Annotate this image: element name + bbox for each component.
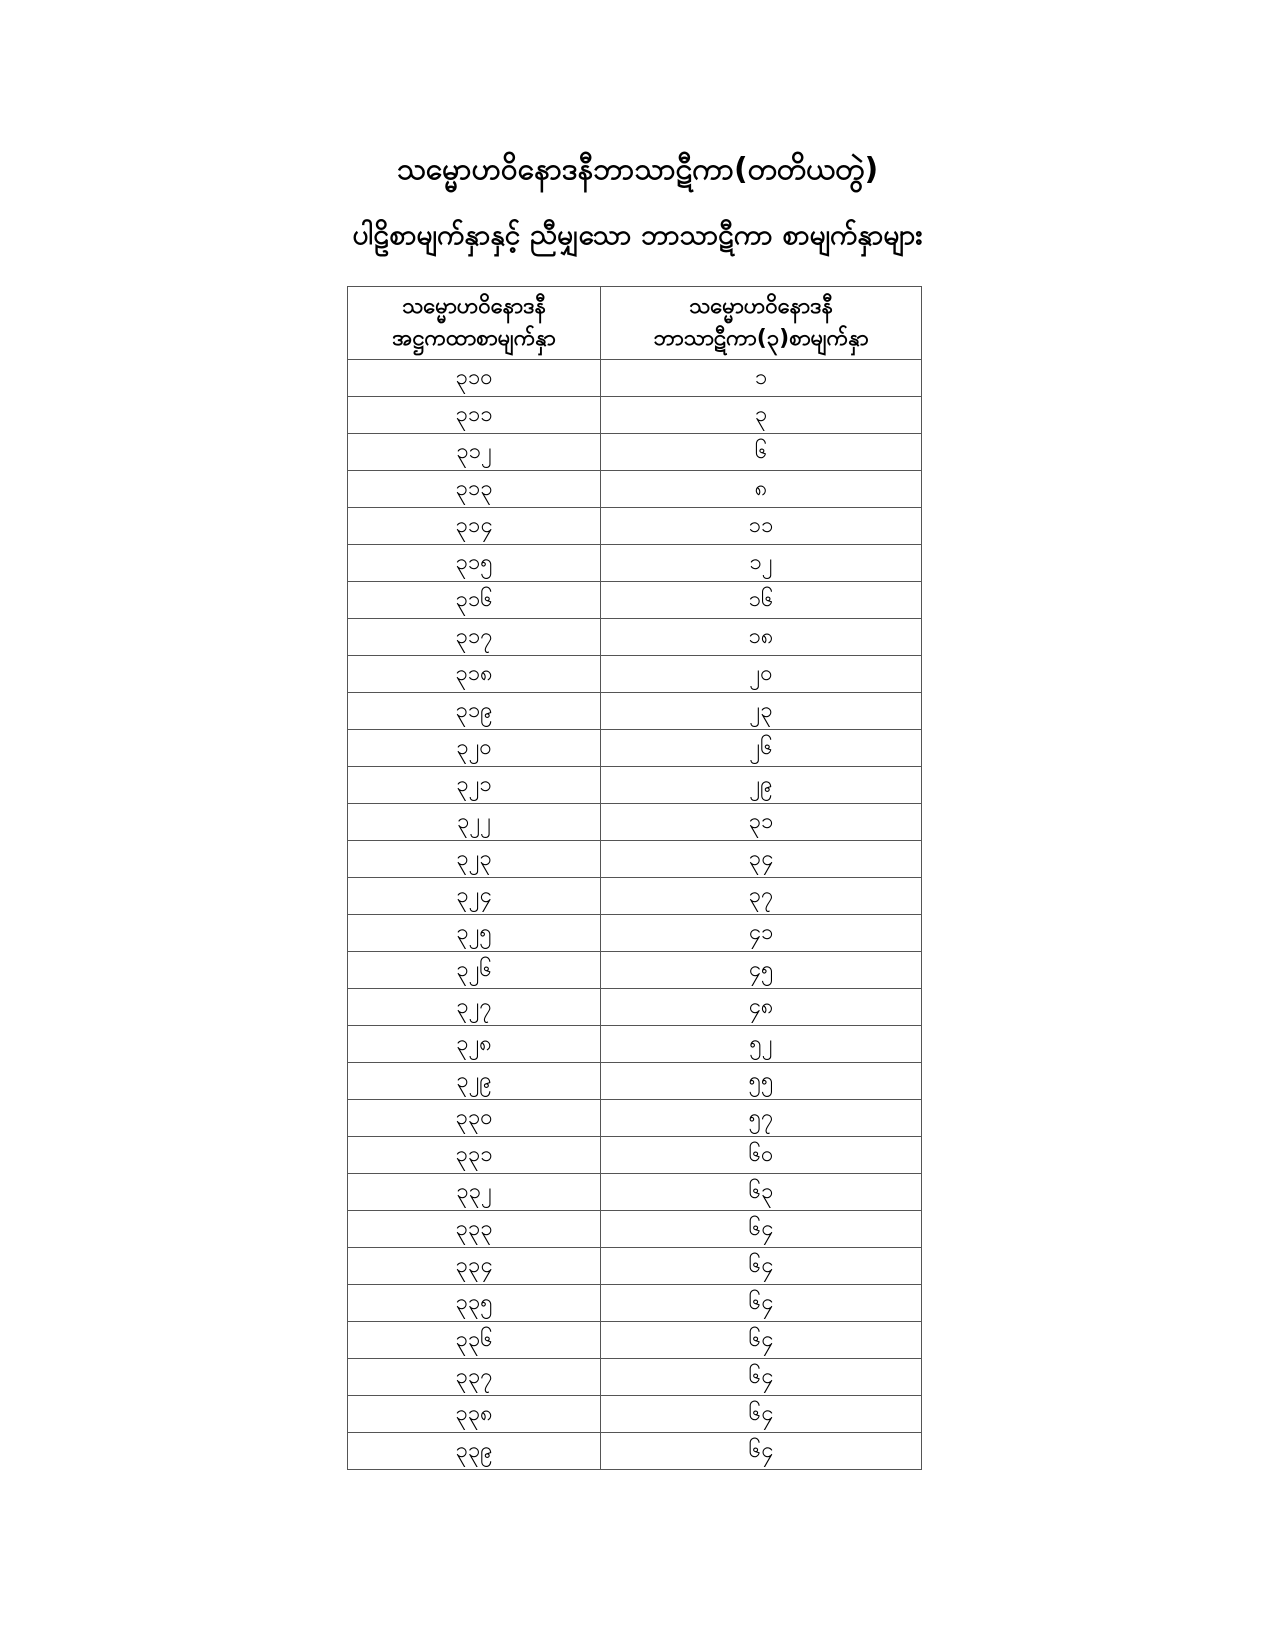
atthakatha-page-cell: ၃၂၄ (348, 878, 601, 915)
tika-page-cell: ၃၄ (601, 841, 922, 878)
atthakatha-page-cell: ၃၂၅ (348, 915, 601, 952)
atthakatha-page-cell: ၃၃၅ (348, 1285, 601, 1322)
tika-page-cell: ၁၂ (601, 545, 922, 582)
atthakatha-page-cell: ၃၂၇ (348, 989, 601, 1026)
column-header-line: ဘာသာဋီကာ(၃)စာမျက်နှာ (653, 326, 869, 351)
tika-page-cell: ၂၉ (601, 767, 922, 804)
tika-page-cell: ၆၃ (601, 1174, 922, 1211)
tika-page-cell: ၆၄ (601, 1248, 922, 1285)
tika-page-cell: ၆၄ (601, 1433, 922, 1470)
tika-page-cell: ၆ (601, 434, 922, 471)
column-header-atthakatha-page (348, 287, 601, 360)
atthakatha-page-cell: ၃၁၇ (348, 619, 601, 656)
atthakatha-page-cell: ၃၂၃ (348, 841, 601, 878)
table-row (348, 471, 922, 508)
atthakatha-page-cell: ၃၃၀ (348, 1100, 601, 1137)
tika-page-cell: ၄၅ (601, 952, 922, 989)
tika-page-cell: ၆၄ (601, 1396, 922, 1433)
table-row (348, 1174, 922, 1211)
table-row (348, 1359, 922, 1396)
atthakatha-page-cell: ၃၂၂ (348, 804, 601, 841)
atthakatha-page-cell: ၃၂၈ (348, 1026, 601, 1063)
tika-page-cell: ၆၀ (601, 1137, 922, 1174)
table-row (348, 397, 922, 434)
atthakatha-page-cell: ၃၃၉ (348, 1433, 601, 1470)
column-header-line: သမ္မောဟဝိနောဒနီ (402, 294, 546, 319)
tika-page-cell: ၆၄ (601, 1285, 922, 1322)
table-row (348, 841, 922, 878)
tika-page-cell: ၁၆ (601, 582, 922, 619)
column-header-line: အဋ္ဌကထာစာမျက်နှာ (392, 326, 556, 351)
table-row (348, 360, 922, 397)
atthakatha-page-cell: ၃၃၄ (348, 1248, 601, 1285)
tika-page-cell: ၆၄ (601, 1322, 922, 1359)
atthakatha-page-cell: ၃၂၆ (348, 952, 601, 989)
table-row (348, 1433, 922, 1470)
tika-page-cell: ၅၅ (601, 1063, 922, 1100)
table-row (348, 878, 922, 915)
table-row (348, 1396, 922, 1433)
atthakatha-page-cell: ၃၃၆ (348, 1322, 601, 1359)
atthakatha-page-cell: ၃၁၅ (348, 545, 601, 582)
tika-page-cell: ၅၂ (601, 1026, 922, 1063)
document-subtitle: ပါဠိစာမျက်နှာနှင့် ညီမျှသော ဘာသာဋီကာ စာမျက်နှာများ (352, 218, 923, 251)
tika-page-cell: ၂၆ (601, 730, 922, 767)
table-body (348, 360, 922, 1470)
atthakatha-page-cell: ၃၁၂ (348, 434, 601, 471)
tika-page-cell: ၁၁ (601, 508, 922, 545)
table-header-row (348, 287, 922, 360)
table-row (348, 1285, 922, 1322)
table-row (348, 434, 922, 471)
atthakatha-page-cell: ၃၁၁ (348, 397, 601, 434)
atthakatha-page-cell: ၃၁၉ (348, 693, 601, 730)
tika-page-cell: ၃၁ (601, 804, 922, 841)
page-mapping-table (347, 286, 922, 1470)
atthakatha-page-cell: ၃၃၈ (348, 1396, 601, 1433)
tika-page-cell: ၁ (601, 360, 922, 397)
atthakatha-page-cell: ၃၃၂ (348, 1174, 601, 1211)
table-row (348, 1100, 922, 1137)
atthakatha-page-cell: ၃၁၈ (348, 656, 601, 693)
tika-page-cell: ၅၇ (601, 1100, 922, 1137)
table-row (348, 730, 922, 767)
tika-page-cell: ၄၈ (601, 989, 922, 1026)
atthakatha-page-cell: ၃၃၁ (348, 1137, 601, 1174)
table-row (348, 989, 922, 1026)
column-header-tika-page (601, 287, 922, 360)
atthakatha-page-cell: ၃၃၇ (348, 1359, 601, 1396)
tika-page-cell: ၂၀ (601, 656, 922, 693)
table-row (348, 767, 922, 804)
table-row (348, 656, 922, 693)
table-row (348, 915, 922, 952)
tika-page-cell: ၂၃ (601, 693, 922, 730)
table-row (348, 582, 922, 619)
tika-page-cell: ၃၇ (601, 878, 922, 915)
table-row (348, 508, 922, 545)
tika-page-cell: ၄၁ (601, 915, 922, 952)
tika-page-cell: ၆၄ (601, 1211, 922, 1248)
table-row (348, 1211, 922, 1248)
document-title: သမ္မောဟဝိနောဒနီဘာသာဋီကာ(တတိယတွဲ) (396, 152, 879, 187)
table-row (348, 619, 922, 656)
atthakatha-page-cell: ၃၁၄ (348, 508, 601, 545)
table-row (348, 693, 922, 730)
table-row (348, 1137, 922, 1174)
table-row (348, 1026, 922, 1063)
tika-page-cell: ၆၄ (601, 1359, 922, 1396)
tika-page-cell: ၈ (601, 471, 922, 508)
table-row (348, 1322, 922, 1359)
table-row (348, 1248, 922, 1285)
atthakatha-page-cell: ၃၁၆ (348, 582, 601, 619)
atthakatha-page-cell: ၃၁၀ (348, 360, 601, 397)
atthakatha-page-cell: ၃၂၀ (348, 730, 601, 767)
atthakatha-page-cell: ၃၂၁ (348, 767, 601, 804)
column-header-line: သမ္မောဟဝိနောဒနီ (689, 294, 833, 319)
atthakatha-page-cell: ၃၃၃ (348, 1211, 601, 1248)
table-row (348, 952, 922, 989)
atthakatha-page-cell: ၃၁၃ (348, 471, 601, 508)
table-row (348, 804, 922, 841)
tika-page-cell: ၁၈ (601, 619, 922, 656)
tika-page-cell: ၃ (601, 397, 922, 434)
table-row (348, 545, 922, 582)
table-row (348, 1063, 922, 1100)
atthakatha-page-cell: ၃၂၉ (348, 1063, 601, 1100)
